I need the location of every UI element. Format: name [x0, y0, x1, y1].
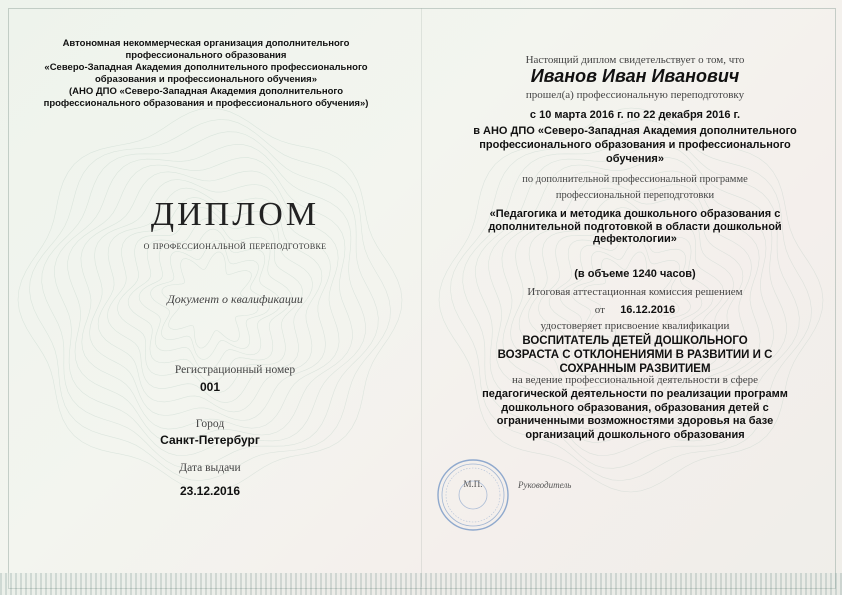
city-label: Город — [195, 418, 225, 430]
stamp-seal — [436, 458, 510, 532]
activity-description — [440, 388, 830, 442]
center-fold — [421, 8, 422, 587]
program-name — [440, 208, 830, 246]
activity-line: дошкольного образования, образования детей с — [501, 401, 769, 414]
qualification-name — [440, 334, 830, 376]
bottom-ornament-band — [0, 573, 842, 595]
intro-text: Настоящий диплом свидетельствует о том, что — [525, 54, 745, 66]
organization-line: «Северо-Западная Академия дополнительного профессионального — [44, 62, 368, 73]
organization-line: профессионального образования — [125, 50, 287, 61]
decision-date-row — [440, 304, 830, 316]
stamp-label: М.П. — [463, 479, 483, 489]
qualification-line: СОХРАННЫМ РАЗВИТИЕМ — [559, 363, 711, 375]
institution-line: обучения» — [606, 153, 664, 165]
passed-text: прошел(а) профессиональную переподготовку — [525, 89, 745, 101]
activity-line: ограниченными возможностями здоровья на базе — [496, 415, 774, 427]
activity-label: на ведение профессиональной деятельности в сфере — [511, 374, 759, 386]
program-label-line: по дополнительной профессиональной программе — [522, 174, 748, 185]
program-label-line: профессиональной переподготовки — [555, 190, 715, 201]
institution-line: профессионального образования и профессионального — [479, 139, 791, 151]
diploma-title: ДИПЛОМ — [150, 196, 320, 233]
program-name-line: дополнительной подготовкой в области дошкольной — [488, 220, 782, 233]
organization-name — [20, 38, 392, 110]
graduate-name: Иванов Иван Иванович — [530, 66, 740, 86]
activity-line: педагогической деятельности по реализации программ — [482, 388, 788, 400]
document-qualification: Документ о квалификации — [167, 292, 303, 306]
qualification-line: ВОСПИТАТЕЛЬ ДЕТЕЙ ДОШКОЛЬНОГО — [522, 335, 748, 347]
organization-line: (АНО ДПО «Северо-Западная Академия дополнительного — [68, 86, 344, 97]
organization-line: Автономная некоммерческая организация дополнительного — [62, 38, 350, 49]
commission-text: Итоговая аттестационная комиссия решением — [527, 286, 743, 298]
program-label — [440, 172, 830, 204]
registration-label: Регистрационный номер — [174, 364, 296, 376]
study-period: с 10 марта 2016 г. по 22 декабря 2016 г. — [529, 109, 741, 121]
institution-line: в АНО ДПО «Северо-Западная Академия дополнительного — [473, 125, 797, 137]
certifies-text: удостоверяет присвоение квалификации — [540, 320, 730, 332]
program-volume: (в объеме 1240 часов) — [574, 268, 696, 280]
issue-date-value: 23.12.2016 — [179, 484, 241, 498]
institution-name — [440, 124, 830, 166]
registration-number: 001 — [199, 380, 221, 394]
diploma-subtitle: о профессиональной переподготовке — [143, 240, 327, 252]
decision-date: 16.12.2016 — [620, 304, 676, 316]
decision-prefix: от — [594, 304, 605, 316]
program-name-line: дефектологии» — [593, 233, 677, 245]
issue-date-label: Дата выдачи — [179, 462, 241, 474]
organization-line: образования и профессионального обучения» — [94, 74, 318, 85]
qualification-line: ВОЗРАСТА С ОТКЛОНЕНИЯМИ В РАЗВИТИИ И С — [497, 349, 773, 361]
activity-line: организаций дошкольного образования — [525, 428, 745, 441]
organization-line: профессионального образования и профессионального обучения») — [43, 98, 369, 109]
city-value: Санкт-Петербург — [160, 433, 260, 447]
program-name-line: «Педагогика и методика дошкольного образования с — [489, 208, 781, 220]
head-signature-label: Руководитель — [518, 480, 572, 490]
